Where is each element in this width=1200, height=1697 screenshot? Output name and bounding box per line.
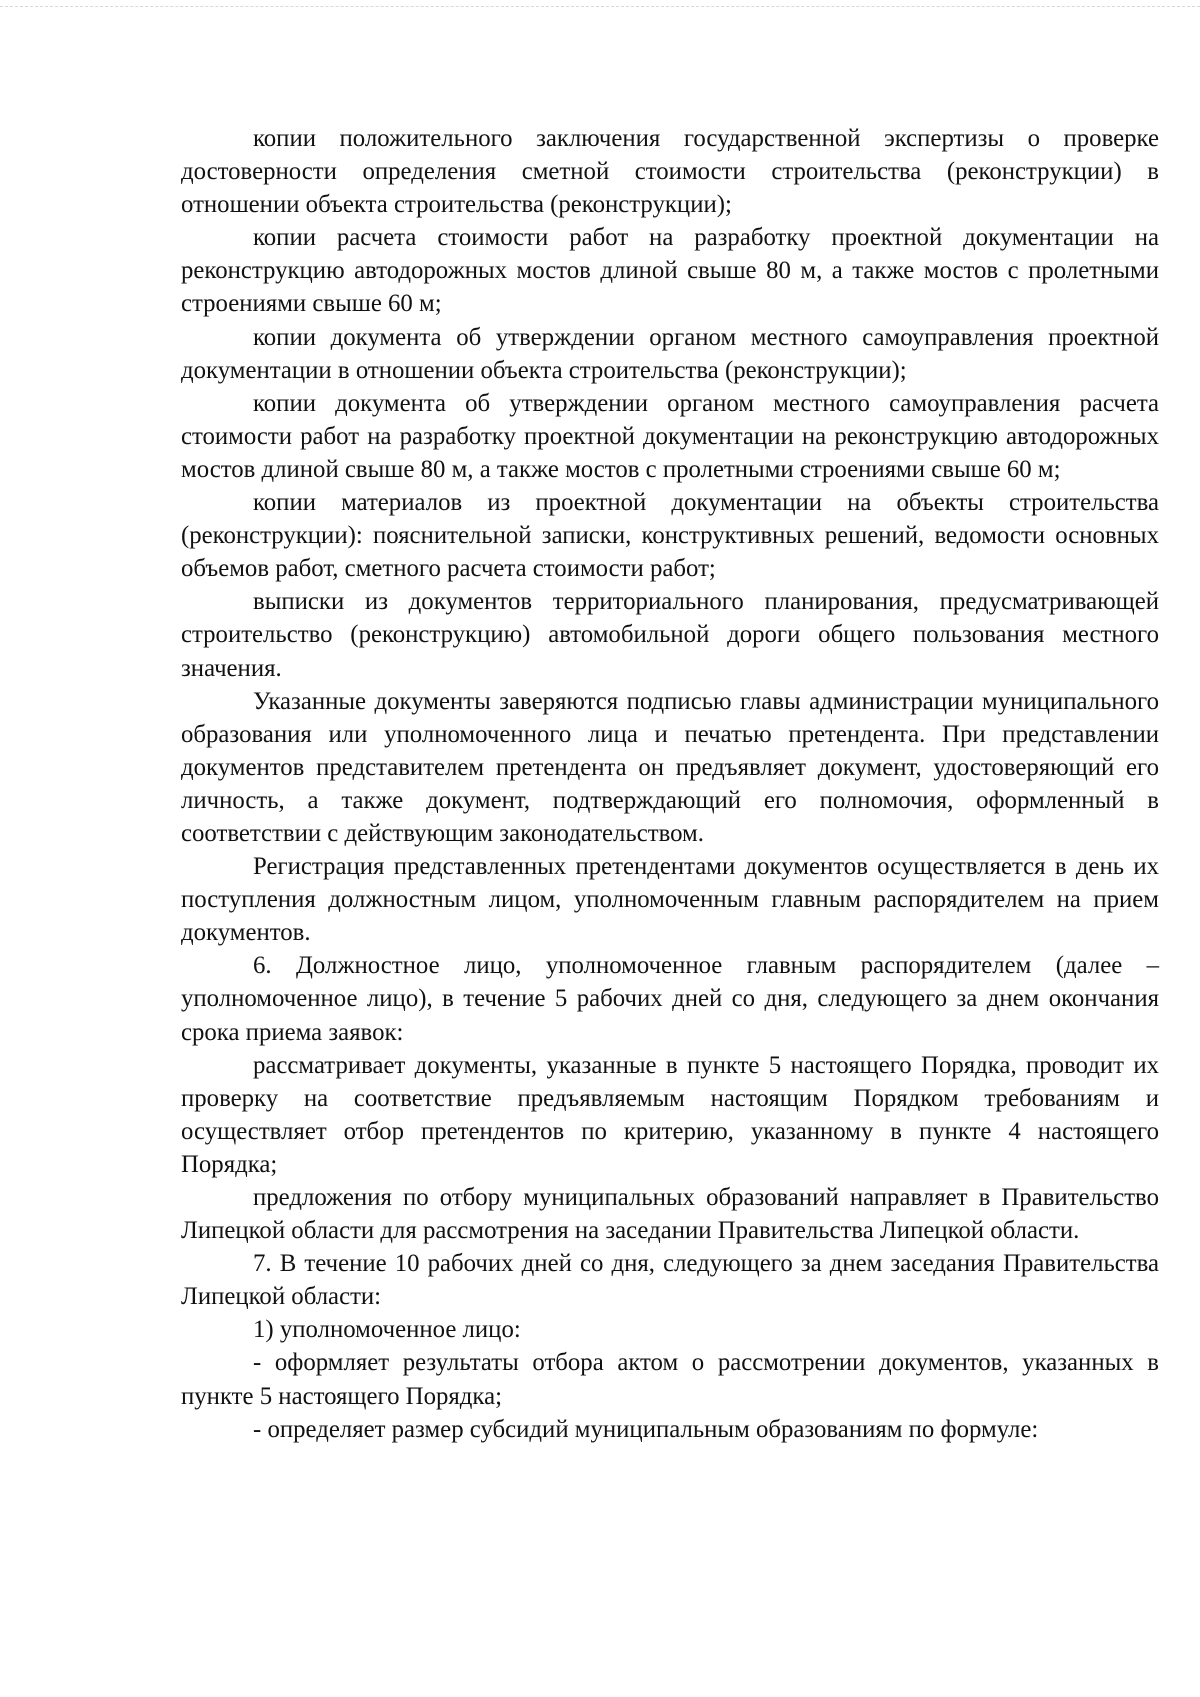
paragraph-clause-7: 7. В течение 10 рабочих дней со дня, следующего за днем заседания Правительства Липецкой области: (181, 1250, 1159, 1311)
paragraph-expertise-conclusion-copies: копии положительного заключения государственной экспертизы о проверке достоверности определения сметной стоимости строительства (реконструкции) в отношении объекта строительства (реконструкции); (181, 125, 1159, 219)
paragraph-design-approval-copies: копии документа об утверждении органом местного самоуправления проектной документации в отношении объекта строительства (реконструкции); (181, 323, 1159, 384)
paragraph-design-materials-copies: копии материалов из проектной документации на объекты строительства (реконструкции): пояснительной записки, конструктивных решений, ведомости основных объемов работ, сметного расчета стоимости работ; (181, 489, 1159, 583)
document-body (181, 122, 1159, 1446)
paragraph-clause-6: 6. Должностное лицо, уполномоченное главным распорядителем (далее – уполномоченное лицо), в течение 5 рабочих дней со дня, следующего за днем окончания срока приема заявок: (181, 952, 1159, 1046)
paragraph-document-certification: Указанные документы заверяются подписью главы администрации муниципального образования или уполномоченного лица и печатью претендента. При представлении документов представителем претендента он предъявляет документ, удостоверяющий его личность, а также документ, подтверждающий его полномочия, оформленный в соответствии с действующим законодательством. (181, 687, 1159, 847)
scan-edge-line (0, 6, 1200, 7)
paragraph-selection-act: - оформляет результаты отбора актом о рассмотрении документов, указанных в пункте 5 настоящего Порядка; (181, 1349, 1159, 1410)
paragraph-planning-extracts: выписки из документов территориального планирования, предусматривающей строительство (реконструкцию) автомобильной дороги общего пользования местного значения. (181, 588, 1159, 682)
paragraph-document-review: рассматривает документы, указанные в пункте 5 настоящего Порядка, проводит их проверку на соответствие предъявляемым настоящим Порядком требованиям и осуществляет отбор претендентов по критерию, указанному в пункте 4 настоящего Порядка; (181, 1051, 1159, 1178)
paragraph-document-registration: Регистрация представленных претендентами документов осуществляется в день их поступления должностным лицом, уполномоченным главным распорядителем на прием документов. (181, 853, 1159, 947)
paragraph-subsidy-formula: - определяет размер субсидий муниципальным образованиям по формуле: (253, 1415, 1039, 1443)
paragraph-cost-calculation-copies: копии расчета стоимости работ на разработку проектной документации на реконструкцию автодорожных мостов длиной свыше 80 м, а также мостов с пролетными строениями свыше 60 м; (181, 224, 1159, 318)
paragraph-cost-approval-copies: копии документа об утверждении органом местного самоуправления расчета стоимости работ на разработку проектной документации на реконструкцию автодорожных мостов длиной свыше 80 м, а также мостов с пролетными строениями свыше 60 м; (181, 389, 1159, 483)
paragraph-authorized-person: 1) уполномоченное лицо: (253, 1316, 521, 1344)
paragraph-selection-proposals: предложения по отбору муниципальных образований направляет в Правительство Липецкой области для рассмотрения на заседании Правительства Липецкой области. (181, 1184, 1159, 1245)
